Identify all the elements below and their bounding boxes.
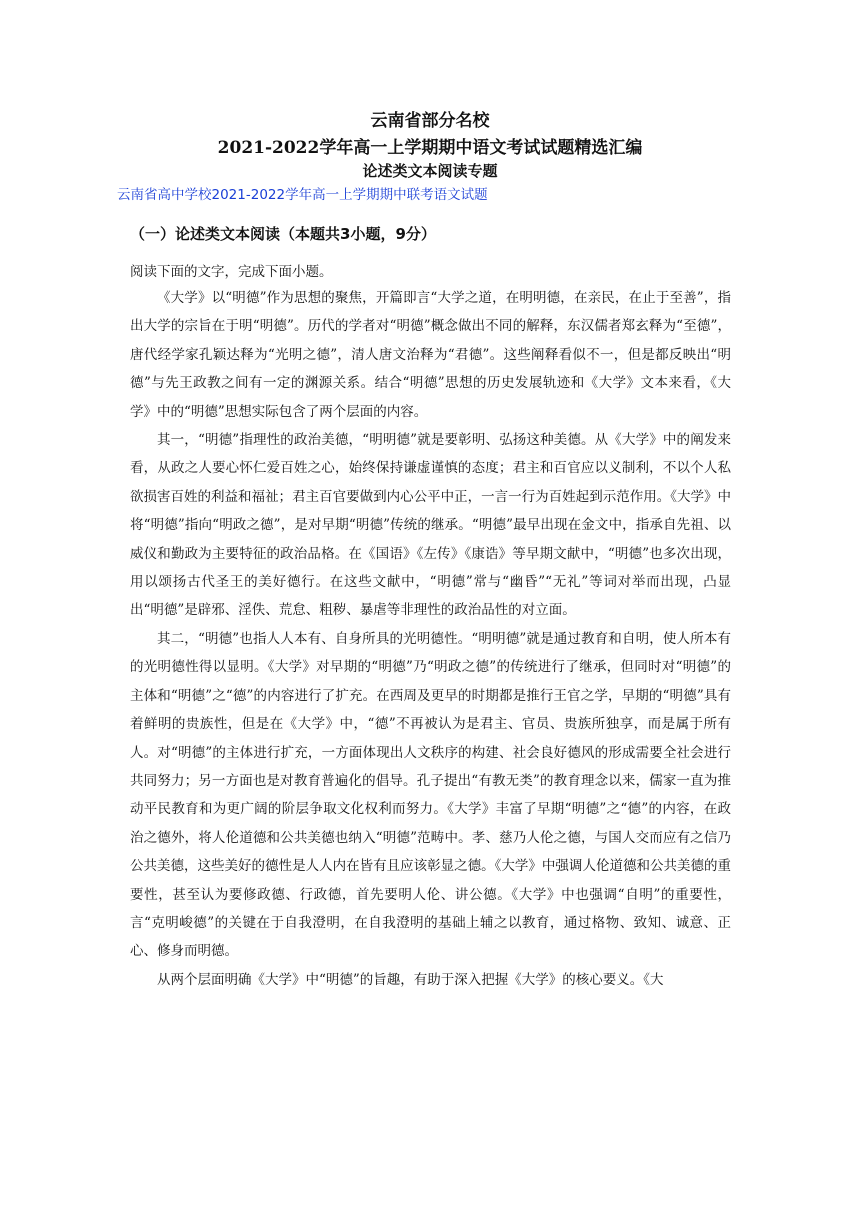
document-title: 云南省部分名校	[370, 111, 490, 131]
document-subtitle: 2021-2022学年高一上学期期中语文考试试题精选汇编	[217, 138, 643, 158]
paragraph: 其二，“明德”也指人人本有、自身所具的光明德性。“明明德”就是通过教育和自明，使人所本有的光明德性得以显明。《大学》对早期的“明德”乃“明政之德”的传统进行了继承，但同时对“明德”的主体和“明德”之“德”的内容进行了扩充。在西周及更早的时期都是推行王官之学，早期的“明德”具有着鲜明的贵族性，但是在《大学》中，“德”不再被认为是君主、官员、贵族所独享，而是属于所有人。对“明德”的主体进行扩充，一方面体现出人文秩序的构建、社会良好德风的形成需要全社会进行共同努力；另一方面也是对教育普遍化的倡导。孔子提出“有教无类”的教育理念以来，儒家一直为推动平民教育和为更广阔的阶层争取文化权利而努力。《大学》丰富了早期“明德”之“德”的内容，在政治之德外，将人伦道德和公共美德也纳入“明德”范畴中。孝、慈乃人伦之德，与国人交而应有之信乃公共美德，这些美好的德性是人人内在皆有且应该彰显之德。《大学》中强调人伦道德和公共美德的重要性，甚至认为要修政德、行政德，首先要明人伦、讲公德。《大学》中也强调“自明”的重要性，言“克明峻德”的关键在于自我澄明，在自我澄明的基础上辅之以教育，通过格物、致知、诚意、正心、修身而明德。	[130, 630, 731, 960]
topic-title: 论述类文本阅读专题	[362, 162, 498, 180]
section-heading: （一）论述类文本阅读（本题共3小题，9分）	[130, 225, 436, 243]
article-body	[130, 284, 731, 994]
reading-instruction: 阅读下面的文字，完成下面小题。	[130, 264, 333, 280]
paragraph: 其一，“明德”指理性的政治美德，“明明德”就是要彰明、弘扬这种美德。从《大学》中的阐发来看，从政之人要心怀仁爱百姓之心，始终保持谦虚谨慎的态度；君主和百官应以义制利，不以个人私欲损害百姓的利益和福祉；君主百官要做到内心公平中正，一言一行为百姓起到示范作用。《大学》中将“明德”指向“明政之德”，是对早期“明德”传统的继承。“明德”最早出现在金文中，指承自先祖、以威仪和勤政为主要特征的政治品格。在《国语》《左传》《康诰》等早期文献中，“明德”也多次出现，用以颂扬古代圣王的美好德行。在这些文献中，“明德”常与“幽昏”“无礼”等词对举而出现，凸显出“明德”是辟邪、淫佚、荒怠、粗秽、暴虐等非理性的政治品性的对立面。	[130, 432, 731, 619]
source-line: 云南省高中学校2021-2022学年高一上学期期中联考语文试题	[117, 187, 488, 203]
paragraph: 从两个层面明确《大学》中“明德”的旨趣，有助于深入把握《大学》的核心要义。《大	[157, 971, 664, 988]
paragraph: 《大学》以“明德”作为思想的聚焦，开篇即言“大学之道，在明明德，在亲民，在止于至善”，指出大学的宗旨在于明“明德”。历代的学者对“明德”概念做出不同的解释，东汉儒者郑玄释为“至德”，唐代经学家孔颖达释为“光明之德”，清人唐文治释为“君德”。这些阐释看似不一，但是都反映出“明德”与先王政教之间有一定的渊源关系。结合“明德”思想的历史发展轨迹和《大学》文本来看，《大学》中的“明德”思想实际包含了两个层面的内容。	[130, 290, 731, 420]
